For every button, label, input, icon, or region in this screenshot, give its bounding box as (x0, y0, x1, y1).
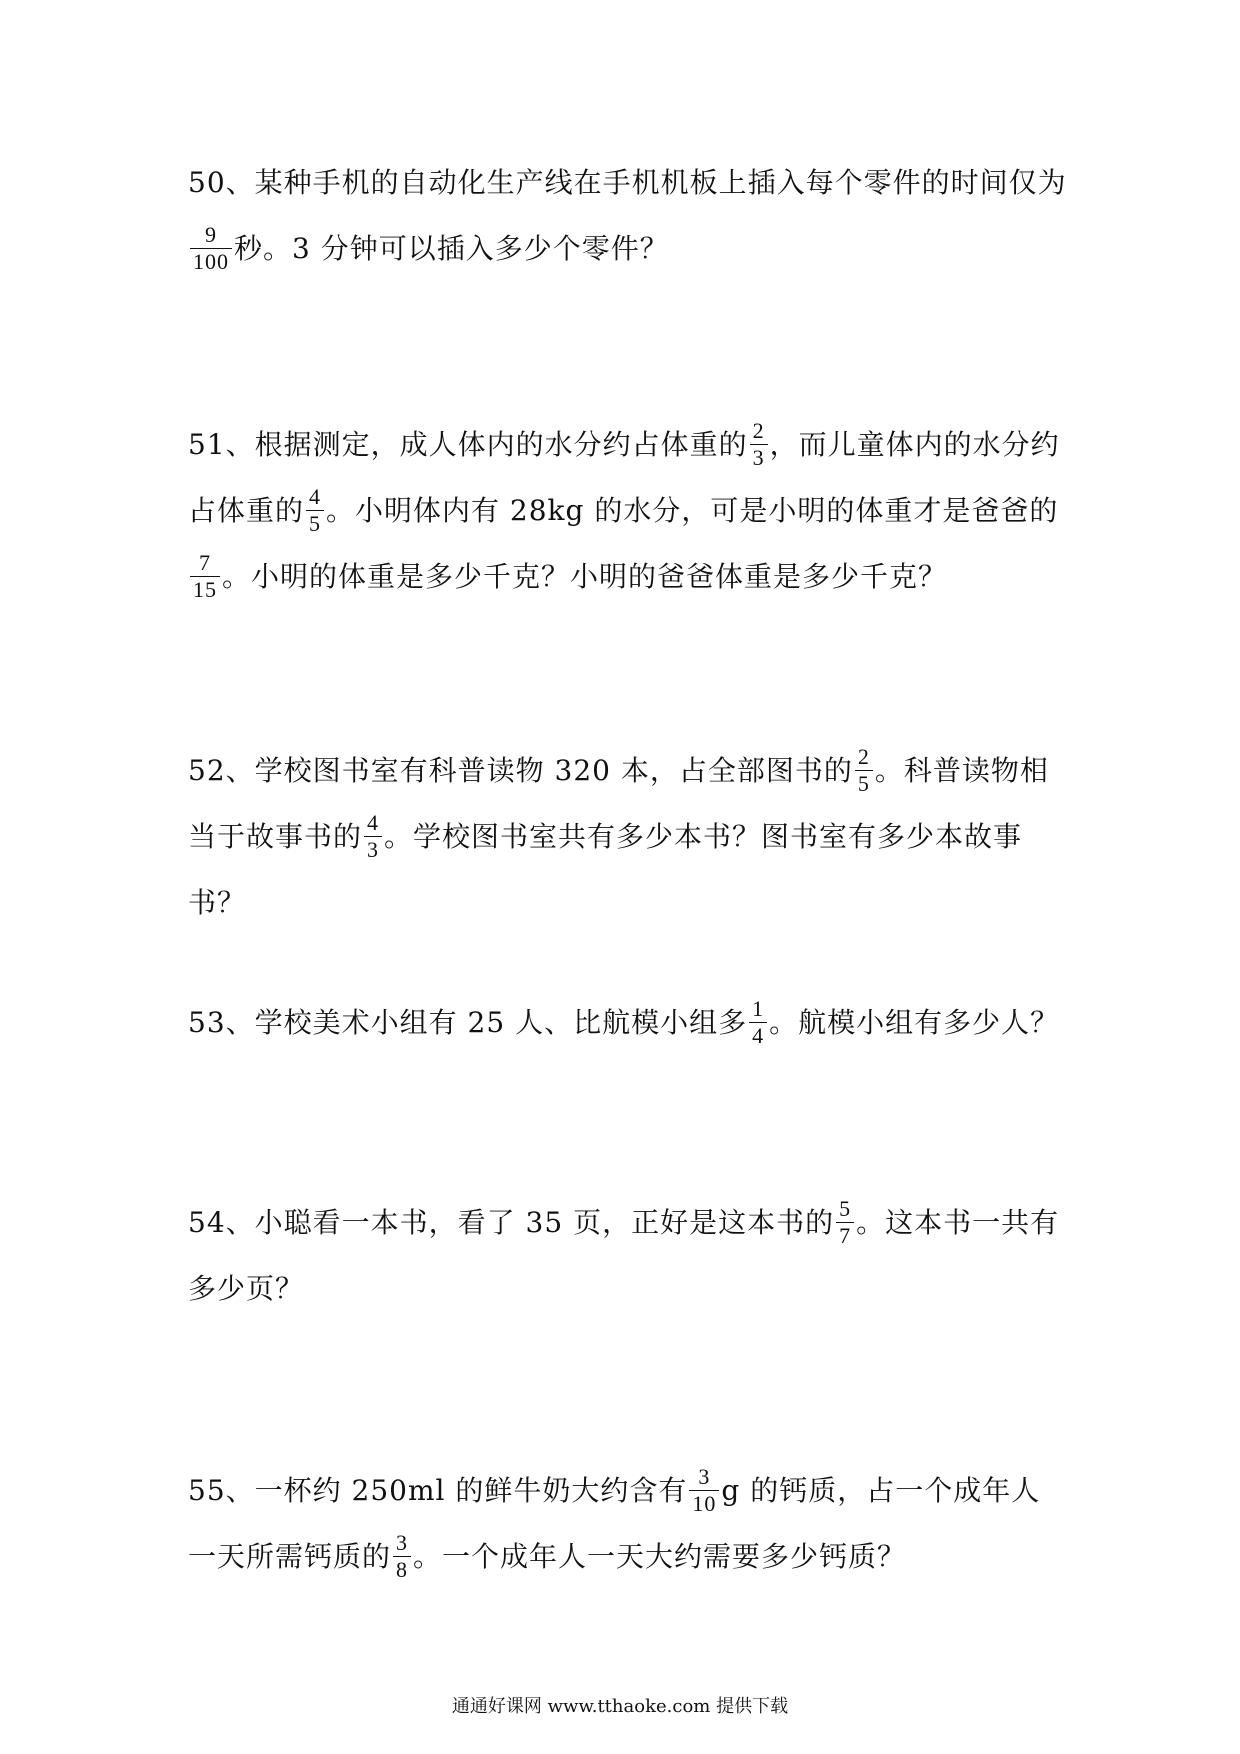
fraction (393, 1530, 411, 1583)
fraction-numerator: 7 (199, 550, 211, 575)
problem-text: 。科普读物相当于故事书的 (188, 754, 1049, 853)
problem-number: 51 (188, 428, 226, 461)
fraction-numerator: 4 (367, 810, 380, 835)
problem-text: 。航模小组有多少人？ (769, 1006, 1060, 1039)
problem-54 (188, 1190, 1068, 1322)
fraction (855, 744, 873, 797)
fraction-denominator: 15 (190, 576, 220, 603)
fraction (836, 1196, 854, 1249)
fraction-numerator: 9 (205, 222, 217, 247)
problem-number: 52 (188, 754, 226, 787)
problem-text: 。小明的体重是多少千克？小明的爸爸体重是多少千克？ (222, 560, 948, 593)
fraction (364, 810, 382, 863)
problem-number: 55 (188, 1474, 226, 1507)
fraction (750, 418, 768, 471)
problem-text: 。学校图书室共有多少本书？图书室有多少本故事书？ (188, 820, 1023, 919)
fraction (306, 484, 324, 537)
fraction-denominator: 5 (306, 510, 324, 537)
fraction-numerator: 2 (857, 744, 870, 769)
problem-53 (188, 990, 1068, 1056)
problem-text: 。小明体内有 28kg 的水分，可是小明的体重才是爸爸的 (326, 494, 1059, 527)
fraction-numerator: 3 (396, 1530, 409, 1555)
fraction-denominator: 8 (393, 1556, 411, 1583)
problem-number: 54 (188, 1206, 226, 1239)
fraction (190, 222, 232, 275)
problem-text: 。这本书一共有多少页？ (188, 1206, 1060, 1305)
problem-text: ，而儿童体内的水分约占体重的 (188, 428, 1060, 527)
problem-50 (188, 150, 1068, 282)
fraction-denominator: 3 (364, 836, 382, 863)
problem-text: 、学校美术小组有 25 人、比航模小组多 (225, 1006, 748, 1039)
fraction-denominator: 10 (689, 1490, 719, 1517)
fraction (749, 996, 767, 1049)
fraction-numerator: 1 (752, 996, 765, 1021)
fraction-numerator: 5 (839, 1196, 852, 1221)
problem-number: 50 (188, 166, 226, 199)
fraction-numerator: 4 (309, 484, 322, 509)
problem-text: 、根据测定，成人体内的水分约占体重的 (225, 428, 748, 461)
problem-51 (188, 412, 1068, 610)
fraction-numerator: 2 (752, 418, 765, 443)
fraction (190, 550, 220, 603)
problem-52 (188, 738, 1068, 936)
problem-text: 、一杯约 250ml 的鲜牛奶大约含有 (225, 1474, 688, 1507)
page-footer: 通通好课网 www.tthaoke.com 提供下载 (451, 1696, 789, 1717)
fraction-denominator: 3 (750, 444, 768, 471)
problem-text: 秒。3 分钟可以插入多少个零件？ (234, 232, 669, 265)
fraction (689, 1464, 719, 1517)
problem-text: 。一个成年人一天大约需要多少钙质？ (413, 1540, 907, 1573)
problem-number: 53 (188, 1006, 226, 1039)
problem-text: 、学校图书室有科普读物 320 本，占全部图书的 (225, 754, 853, 787)
problem-text: 、某种手机的自动化生产线在手机机板上插入每个零件的时间仅为 (225, 166, 1067, 199)
problem-text: 、小聪看一本书，看了 35 页，正好是这本书的 (225, 1206, 835, 1239)
fraction-denominator: 100 (190, 248, 232, 275)
problem-55 (188, 1458, 1068, 1590)
fraction-denominator: 4 (749, 1022, 767, 1049)
fraction-denominator: 5 (855, 770, 873, 797)
fraction-numerator: 3 (698, 1464, 711, 1489)
fraction-denominator: 7 (836, 1222, 854, 1249)
problem-text: g 的钙质，占一个成年人一天所需钙质的 (188, 1474, 1041, 1573)
